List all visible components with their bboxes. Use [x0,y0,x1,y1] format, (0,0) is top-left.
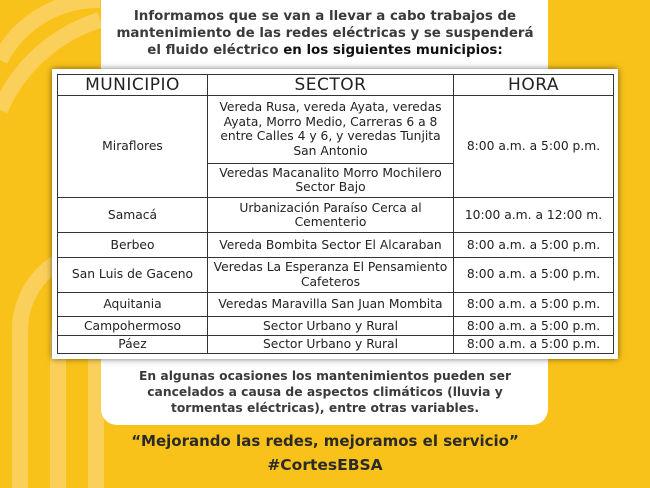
intro-line-2: mantenimiento de las redes eléctricas y se suspenderá [116,26,534,41]
cell-municipio: San Luis de Gaceno [58,257,208,292]
cell-hora: 8:00 a.m. a 5:00 p.m. [454,96,614,198]
cell-hora: 8:00 a.m. a 5:00 p.m. [454,292,614,317]
header-hora: HORA [454,75,614,96]
table-row [58,335,614,354]
cell-hora: 10:00 a.m. a 12:00 m. [454,198,614,233]
cell-sector: Sector Urbano y Rural [208,335,454,354]
cell-municipio: Páez [58,335,208,354]
cancellation-note: En algunas ocasiones los mantenimientos pueden ser cancelados a causa de aspectos climáticos (lluvia y tormentas eléctricas), entre otras variables. [138,369,512,415]
table-row [58,317,614,335]
cell-sector: Sector Urbano y Rural [208,317,454,335]
intro-line-1: Informamos que se van a llevar a cabo trabajos de [133,9,517,24]
cell-hora: 8:00 a.m. a 5:00 p.m. [454,257,614,292]
schedule-table-frame [52,69,618,359]
table-row [58,257,614,292]
header-sector: SECTOR [208,75,454,96]
cell-sector: Vereda Bombita Sector El Alcaraban [208,233,454,258]
table-row [58,292,614,317]
cell-hora: 8:00 a.m. a 5:00 p.m. [454,317,614,335]
cell-sector: Veredas Macanalito Morro Mochilero Sector Bajo [208,163,454,198]
table-row [58,96,614,164]
header-municipio: MUNICIPIO [58,75,208,96]
hashtag: #CortesEBSA [267,456,383,474]
cell-hora: 8:00 a.m. a 5:00 p.m. [454,335,614,354]
cell-municipio: Campohermoso [58,317,208,335]
cell-sector: Veredas Maravilla San Juan Mombita [208,292,454,317]
schedule-table [57,74,614,354]
cell-sector: Veredas La Esperanza El Pensamiento Cafeteros [208,257,454,292]
intro-line-3-bold: en los siguientes municipios: [283,43,503,58]
intro-line-3 [115,42,535,59]
intro-line-3-plain: el fluido eléctrico [147,43,284,58]
cell-hora: 8:00 a.m. a 5:00 p.m. [454,233,614,258]
intro-text [115,8,535,59]
cell-sector: Vereda Rusa, vereda Ayata, veredas Ayata, Morro Medio, Carreras 6 a 8 entre Calles 4 y 6, y veredas Tunjita San Antonio [208,96,454,164]
slogan: “Mejorando las redes, mejoramos el servicio” [131,432,519,450]
table-header-row [58,75,614,96]
cell-municipio: Samacá [58,198,208,233]
cell-municipio: Berbeo [58,233,208,258]
table-row [58,198,614,233]
table-row [58,233,614,258]
cell-sector: Urbanización Paraíso Cerca al Cementerio [208,198,454,233]
cell-municipio: Aquitania [58,292,208,317]
cell-municipio: Miraflores [58,96,208,198]
